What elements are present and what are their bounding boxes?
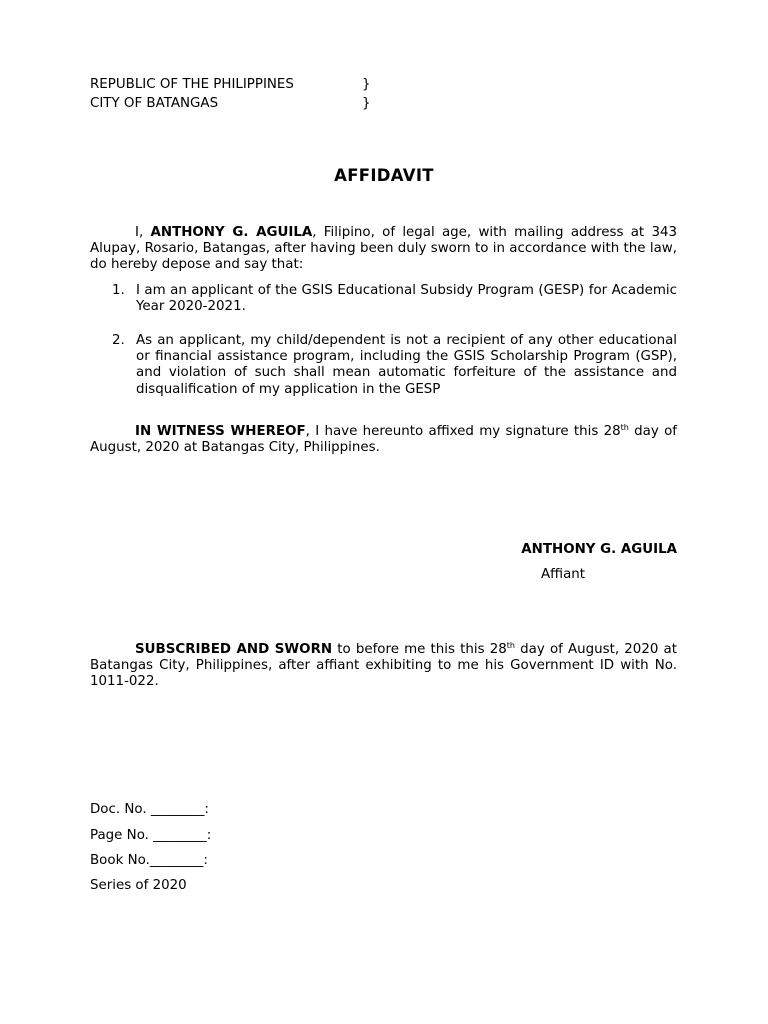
venue-republic (90, 76, 390, 94)
witness-paragraph (90, 424, 677, 456)
intro-text: , Filipino, of legal age, with mailing address at 343 Alupay, Rosario, Batangas, after having been duly sworn to in accordance with the law, do hereby depose and say that: (90, 225, 678, 273)
document-title: AFFIDAVIT (334, 166, 434, 185)
list-item-text: As an applicant, my child/dependent is not a recipient of any other educational or financial assistance program, including the GSIS Scholarship Program (GSP), and violation of such shall mean automatic forfeiture of the assistance and disqualification of my application in the GESP (136, 333, 677, 397)
affiant-name: ANTHONY G. AGUILA (150, 225, 313, 240)
jurat-text-2: day of August, 2020 at Batangas City, Philippines, after affiant exhibiting to me his Government ID with No. 1011-022. (90, 642, 677, 690)
book-number-line: Book No.________: (90, 853, 208, 868)
intro-prefix: I, (135, 225, 151, 240)
jurat-ordinal: th (506, 641, 515, 650)
signature-name: ANTHONY G. AGUILA (521, 542, 677, 557)
page-number-line: Page No. ________: (90, 828, 212, 843)
signature-role: Affiant (541, 567, 586, 582)
intro-paragraph (90, 225, 677, 274)
jurat-paragraph (90, 642, 677, 691)
jurat-heading: SUBSCRIBED AND SWORN (135, 642, 333, 657)
witness-ordinal: th (620, 423, 629, 432)
list-item-number: 1. (112, 283, 125, 298)
witness-text-2: day of August, 2020 at Batangas City, Philippines. (90, 424, 677, 456)
venue-brace: } (362, 96, 371, 111)
series-line: Series of 2020 (90, 878, 187, 893)
witness-text-1: , I have hereunto affixed my signature this 28 (305, 424, 621, 439)
doc-number-line: Doc. No. ________: (90, 802, 209, 817)
jurat-text-1: to before me this this 28 (332, 642, 507, 657)
witness-heading: IN WITNESS WHEREOF (135, 424, 306, 439)
list-item-text: I am an applicant of the GSIS Educational Subsidy Program (GESP) for Academic Year 2020-2021. (136, 283, 677, 315)
list-item-number: 2. (112, 333, 125, 348)
venue-republic-text: REPUBLIC OF THE PHILIPPINES (90, 77, 294, 92)
venue-city-text: CITY OF BATANGAS (90, 96, 219, 111)
venue-city (90, 95, 390, 113)
venue-brace: } (362, 77, 371, 92)
